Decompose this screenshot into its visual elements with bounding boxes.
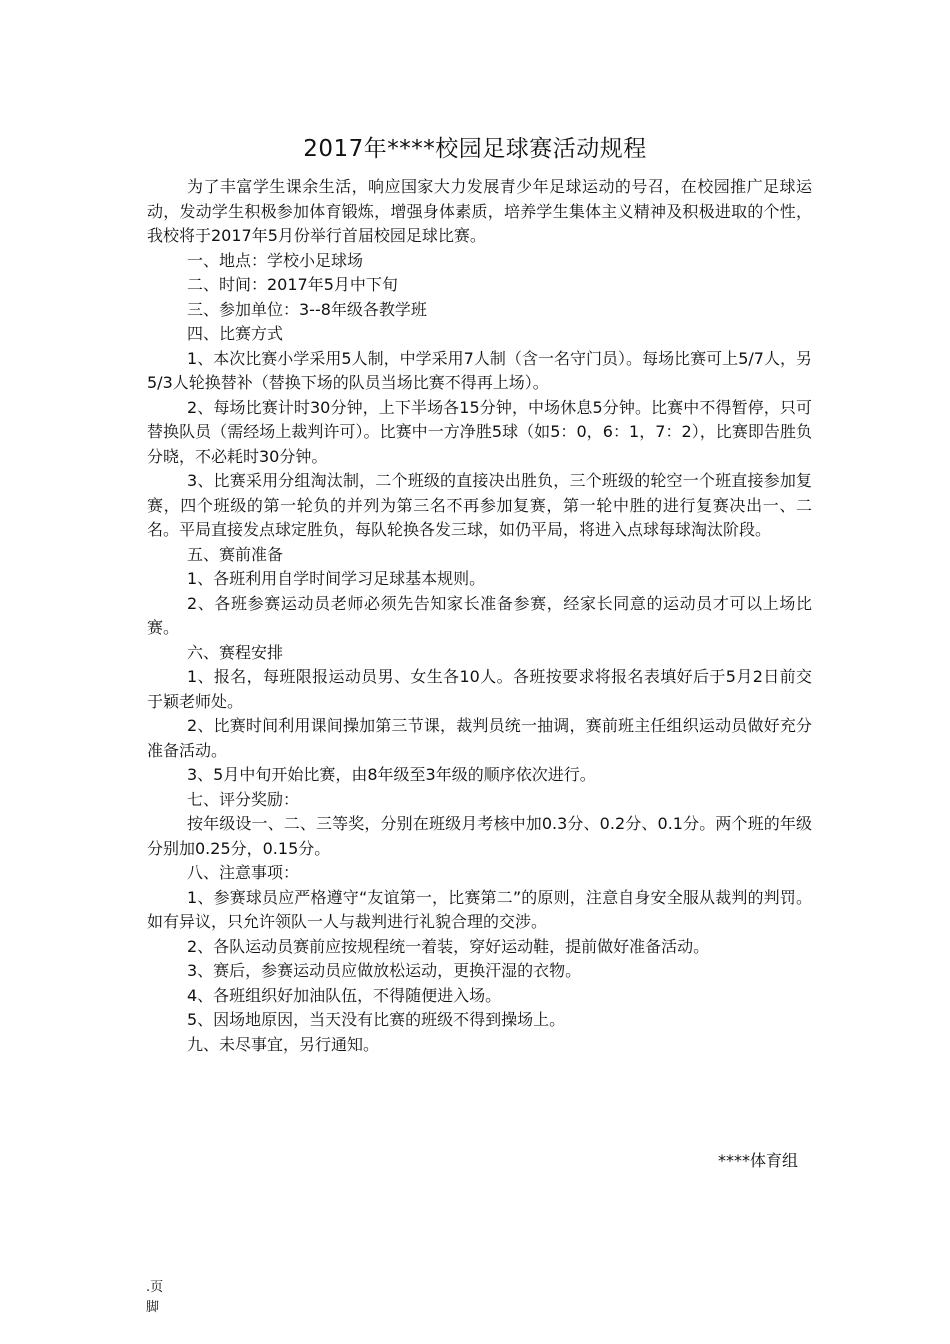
section-heading-preparation: 五、赛前准备 (187, 544, 284, 564)
page-title: 2017年****校园足球赛活动规程 (303, 136, 647, 162)
section-heading-other: 九、未尽事宜，另行通知。 (187, 1034, 380, 1054)
notes-item-4: 4、各班组织好加油队伍，不得随便进入场。 (187, 985, 502, 1005)
section-heading-awards: 七、评分奖励： (187, 789, 300, 809)
document-body (147, 175, 812, 1057)
notes-item-1: 1、参赛球员应严格遵守“友谊第一，比赛第二”的原则，注意自身安全服从裁判的判罚。如有异议，只允许领队一人与裁判进行礼貌合理的交涉。 (147, 887, 812, 931)
signature: ****体育组 (717, 1151, 798, 1170)
footer-line-1: .页 (146, 1280, 164, 1295)
schedule-item-3: 3、5月中旬开始比赛，由8年级至3年级的顺序依次进行。 (187, 765, 596, 784)
page-footer (146, 1278, 166, 1318)
section-heading-location: 一、地点：学校小足球场 (187, 250, 364, 270)
notes-item-2: 2、各队运动员赛前应按规程统一着装，穿好运动鞋，提前做好准备活动。 (187, 936, 710, 956)
format-item-3: 3、比赛采用分组淘汰制，二个班级的直接决出胜负，三个班级的轮空一个班直接参加复赛，四个班级的第一轮负的并列为第三名不再参加复赛，第一轮中胜的进行复赛决出一、二名。平局直接发点球定胜负，每队轮换各发三球，如仍平局，将进入点球每球淘汰阶段。 (147, 471, 812, 539)
intro-paragraph: 为了丰富学生课余生活，响应国家大力发展青少年足球运动的号召，在校园推广足球运动，发动学生积极参加体育锻炼，增强身体素质，培养学生集体主义精神及积极进取的个性，我校将于2017年5月份举行首届校园足球比赛。 (147, 177, 812, 245)
section-heading-notes: 八、注意事项： (187, 863, 300, 882)
section-heading-time: 二、时间：2017年5月中下旬 (187, 275, 398, 294)
section-heading-participants: 三、参加单位：3--8年级各教学班 (187, 299, 427, 319)
preparation-item-1: 1、各班利用自学时间学习足球基本规则。 (187, 569, 486, 588)
notes-item-5: 5、因场地原因，当天没有比赛的班级不得到操场上。 (187, 1010, 566, 1029)
section-heading-format: 四、比赛方式 (187, 324, 284, 343)
schedule-item-1: 1、报名，每班限报运动员男、女生各10人。各班按要求将报名表填好后于5月2日前交于颖老师处。 (147, 667, 812, 711)
format-item-2: 2、每场比赛计时30分钟，上下半场各15分钟，中场休息5分钟。比赛中不得暂停，只可替换队员（需经场上裁判许可）。比赛中一方净胜5球（如5：0，6：1，7：2），比赛即告胜负分晓，不必耗时30分钟。 (147, 397, 812, 466)
schedule-item-2: 2、比赛时间利用课间操加第三节课，裁判员统一抽调，赛前班主任组织运动员做好充分准备活动。 (147, 716, 812, 760)
format-item-1: 1、本次比赛小学采用5人制，中学采用7人制（含一名守门员）。每场比赛可上5/7人，另5/3人轮换替补（替换下场的队员当场比赛不得再上场）。 (147, 348, 812, 392)
section-heading-schedule: 六、赛程安排 (187, 642, 284, 662)
awards-paragraph: 按年级设一、二、三等奖，分别在班级月考核中加0.3分、0.2分、0.1分。两个班的年级分别加0.25分，0.15分。 (147, 814, 812, 858)
preparation-item-2: 2、各班参赛运动员老师必须先告知家长准备参赛，经家长同意的运动员才可以上场比赛。 (147, 593, 812, 637)
footer-line-2: 脚 (146, 1300, 160, 1315)
notes-item-3: 3、赛后，参赛运动员应做放松运动，更换汗湿的衣物。 (187, 961, 582, 980)
